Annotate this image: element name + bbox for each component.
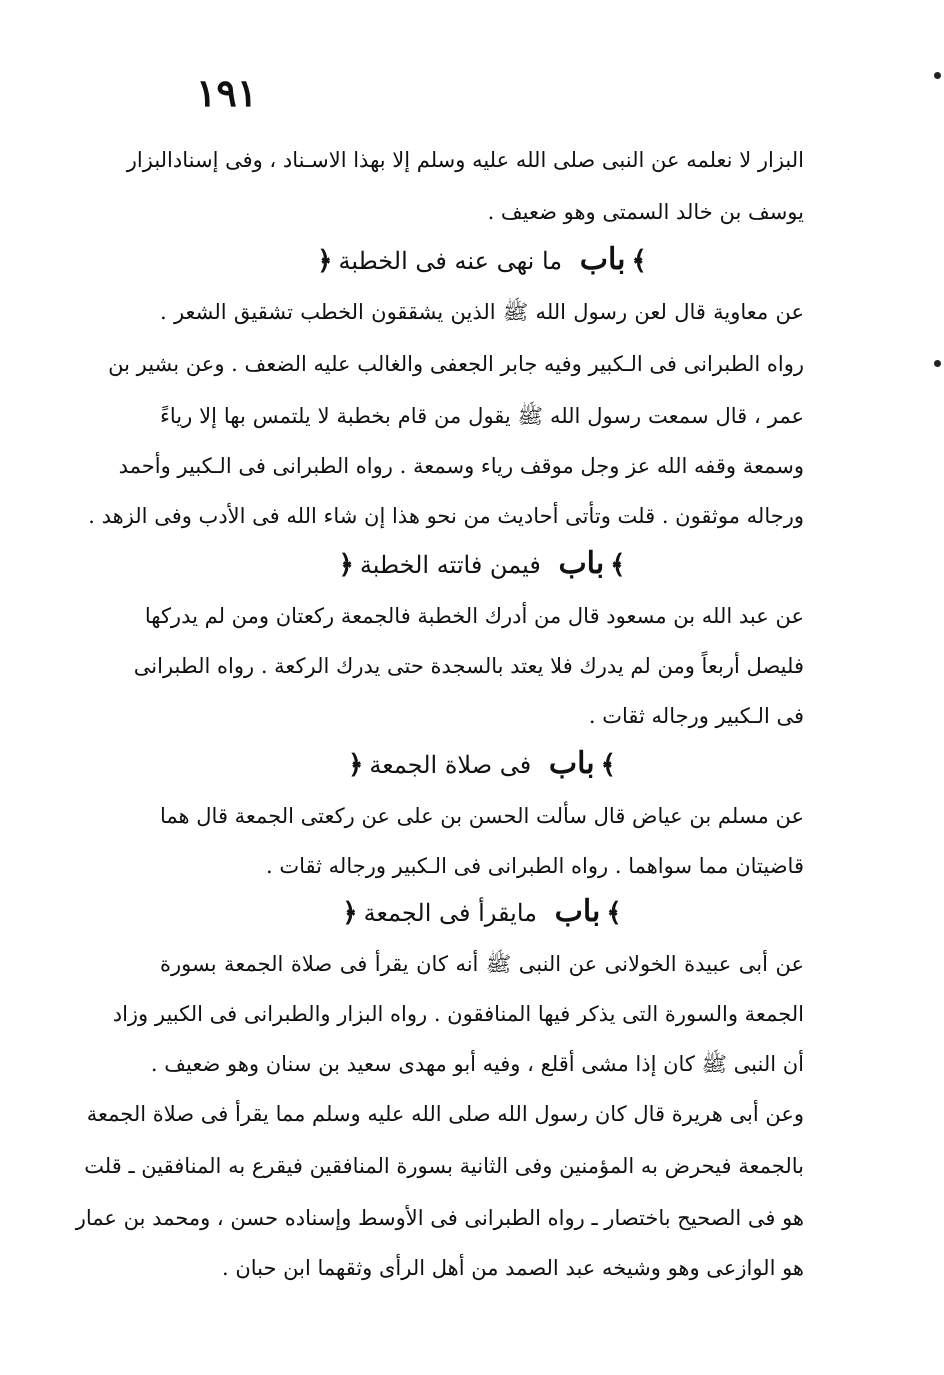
heading-title: ما نهى عنه فى الخطبة [338, 247, 563, 275]
section-2-line-1: عن عبد الله بن مسعود قال من أدرك الخطبة فالجمعة ركعتان ومن لم يدركها [144, 604, 804, 628]
heading-bracket-close: ﴿ [338, 550, 354, 580]
heading-bracket-open: ﴾ [600, 750, 616, 780]
scan-mark [934, 360, 941, 367]
section-heading-4 [160, 890, 804, 934]
heading-bracket-close: ﴿ [348, 750, 364, 780]
scan-mark [934, 72, 941, 79]
heading-bracket-close: ﴿ [342, 898, 358, 928]
section-1-line-5: ورجاله موثقون . قلت وتأتى أحاديث من نحو هذا إن شاء الله فى الأدب وفى الزهد . [88, 504, 804, 528]
heading-title: مايقرأ فى الجمعة [363, 899, 538, 927]
heading-bab: باب [548, 746, 595, 781]
page-number: ١٩١ [196, 70, 258, 115]
heading-title: فيمن فاتته الخطبة [359, 551, 541, 579]
heading-bab: باب [554, 894, 601, 929]
section-1-line-3: عمر ، قال سمعت رسول الله ﷺ يقول من قام بخطبة لا يلتمس بها إلا رياءً [160, 404, 804, 428]
section-4-line-5: بالجمعة فيحرض به المؤمنين وفى الثانية بسورة المنافقين فيقرع به المنافقين ـ قلت [84, 1154, 804, 1178]
section-4-line-2: الجمعة والسورة التى يذكر فيها المنافقون . رواه البزار والطبرانى فى الكبير وزاد [112, 1002, 804, 1026]
intro-line-2: يوسف بن خالد السمتى وهو ضعيف . [487, 200, 804, 224]
section-1-line-1: عن معاوية قال لعن رسول الله ﷺ الذين يشققون الخطب تشقيق الشعر . [160, 300, 804, 324]
section-4-line-6: هو فى الصحيح باختصار ـ رواه الطبرانى فى الأوسط وإسناده حسن ، ومحمد بن عمار [75, 1206, 804, 1230]
section-2-line-2: فليصل أربعاً ومن لم يدرك فلا يعتد بالسجدة حتى يدرك الركعة . رواه الطبرانى [133, 654, 804, 678]
section-1-line-4: وسمعة وقفه الله عز وجل موقف رياء وسمعة . رواه الطبرانى فى الـكبير وأحمد [118, 454, 804, 478]
heading-bracket-open: ﴾ [610, 550, 626, 580]
section-4-line-3: أن النبى ﷺ كان إذا مشى أقلع ، وفيه أبو مهدى سعيد بن سنان وهو ضعيف . [150, 1052, 804, 1076]
section-heading-2 [160, 542, 804, 586]
section-4-line-7: هو الوازعى وهو وشيخه عبد الصمد من أهل الرأى وثقهما ابن حبان . [221, 1256, 804, 1280]
intro-line-1: البزار لا نعلمه عن النبى صلى الله عليه وسلم إلا بهذا الاسـناد ، وفى إسنادالبزار [126, 148, 804, 172]
heading-bracket-close: ﴿ [317, 246, 333, 276]
section-2-line-3: فى الـكبير ورجاله ثقات . [588, 704, 804, 728]
section-1-line-2: رواه الطبرانى فى الـكبير وفيه جابر الجعفى والغالب عليه الضعف . وعن بشير بن [108, 352, 804, 376]
section-heading-1 [160, 238, 804, 282]
section-3-line-2: قاضيتان مما سواهما . رواه الطبرانى فى الـكبير ورجاله ثقات . [266, 854, 804, 878]
heading-bracket-open: ﴾ [631, 246, 647, 276]
section-4-line-1: عن أبى عبيدة الخولانى عن النبى ﷺ أنه كان يقرأ فى صلاة الجمعة بسورة [160, 952, 804, 976]
section-4-line-4: وعن أبى هريرة قال كان رسول الله صلى الله عليه وسلم مما يقرأ فى صلاة الجمعة [86, 1102, 804, 1126]
heading-bab: باب [558, 546, 605, 581]
heading-bracket-open: ﴾ [606, 898, 622, 928]
heading-bab: باب [579, 242, 626, 277]
section-3-line-1: عن مسلم بن عياض قال سألت الحسن بن على عن ركعتى الجمعة قال هما [160, 804, 804, 828]
section-heading-3 [160, 742, 804, 786]
heading-title: فى صلاة الجمعة [369, 751, 532, 779]
